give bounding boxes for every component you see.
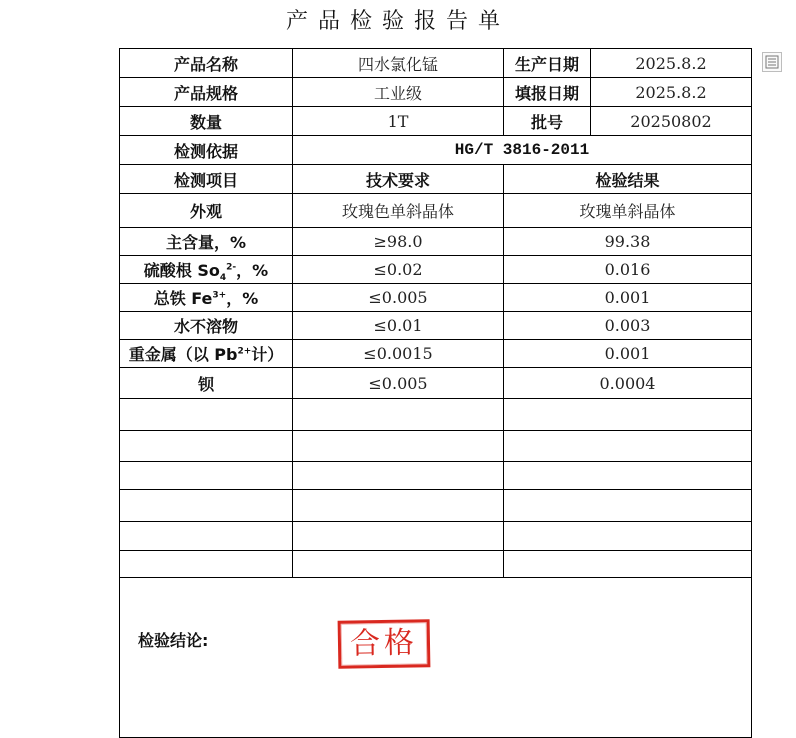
item-name [120,284,293,312]
item-name-text: 重金属（以 Pb [128,345,238,364]
empty-cell [293,399,504,431]
conclusion-row [120,578,752,738]
item-requirement: ≤0.01 [293,312,504,340]
item-name: 主含量，% [120,228,293,256]
item-result: 0.003 [504,312,752,340]
empty-cell [120,490,293,522]
item-name-superscript: 3+ [212,290,227,301]
empty-cell [120,551,293,578]
row-column-headers [120,165,752,194]
report-table [119,48,752,738]
item-name-unit: ，% [226,289,259,308]
item-requirement: ≤0.02 [293,256,504,284]
table-row [120,194,752,228]
column-header-result: 检验结果 [504,165,752,194]
product-name-label: 产品名称 [120,49,293,78]
conclusion-cell [120,578,752,738]
empty-row [120,551,752,578]
quantity-label: 数量 [120,107,293,136]
empty-cell [120,462,293,490]
item-name-subscript: 4 [219,273,227,284]
row-spec [120,78,752,107]
report-title: 产品检验报告单 [285,9,510,34]
row-quantity [120,107,752,136]
table-row [120,368,752,399]
column-header-requirement: 技术要求 [293,165,504,194]
empty-cell [120,522,293,551]
item-name-text: 总铁 Fe [153,289,213,308]
item-name-superscript: 2+ [237,346,252,357]
report-date-value: 2025.8.2 [591,78,752,107]
empty-row [120,399,752,431]
batch-label: 批号 [504,107,591,136]
item-result: 玫瑰单斜晶体 [504,194,752,228]
spec-label: 产品规格 [120,78,293,107]
production-date-label: 生产日期 [504,49,591,78]
item-result: 99.38 [504,228,752,256]
item-result: 0.001 [504,340,752,368]
table-row [120,312,752,340]
empty-cell [293,490,504,522]
conclusion-label: 检验结论: [138,631,209,650]
empty-cell [504,522,752,551]
empty-cell [504,490,752,522]
item-requirement: ≥98.0 [293,228,504,256]
item-requirement: ≤0.005 [293,368,504,399]
empty-cell [504,551,752,578]
item-name: 外观 [120,194,293,228]
item-requirement: 玫瑰色单斜晶体 [293,194,504,228]
item-requirement: ≤0.005 [293,284,504,312]
empty-cell [293,462,504,490]
item-name-unit: 计） [251,345,284,364]
item-result: 0.016 [504,256,752,284]
standard-value: HG/T 3816-2011 [293,136,752,165]
empty-row [120,490,752,522]
item-name-text: 硫酸根 So [143,261,220,280]
quantity-value: 1T [293,107,504,136]
empty-cell [293,522,504,551]
table-row [120,228,752,256]
item-name: 钡 [120,368,293,399]
item-result: 0.0004 [504,368,752,399]
empty-cell [120,431,293,462]
empty-row [120,462,752,490]
page-layout-icon-graphic [763,53,781,71]
item-result: 0.001 [504,284,752,312]
column-header-item: 检测项目 [120,165,293,194]
item-name-superscript: 2- [226,262,237,273]
report-date-label: 填报日期 [504,78,591,107]
empty-cell [504,462,752,490]
product-name-value: 四水氯化锰 [293,49,504,78]
batch-value: 20250802 [591,107,752,136]
page-layout-icon[interactable] [762,52,782,72]
empty-cell [504,431,752,462]
qualified-stamp: 合格 [338,619,431,669]
table-row [120,256,752,284]
standard-label: 检测依据 [120,136,293,165]
item-name-unit: ，% [236,261,269,280]
table-row [120,284,752,312]
empty-cell [120,399,293,431]
table-row [120,340,752,368]
empty-cell [293,431,504,462]
empty-cell [504,399,752,431]
empty-row [120,431,752,462]
empty-row [120,522,752,551]
item-name [120,256,293,284]
item-name: 水不溶物 [120,312,293,340]
row-product-name [120,49,752,78]
row-standard [120,136,752,165]
spec-value: 工业级 [293,78,504,107]
item-requirement: ≤0.0015 [293,340,504,368]
empty-cell [293,551,504,578]
item-name [120,340,293,368]
production-date-value: 2025.8.2 [591,49,752,78]
